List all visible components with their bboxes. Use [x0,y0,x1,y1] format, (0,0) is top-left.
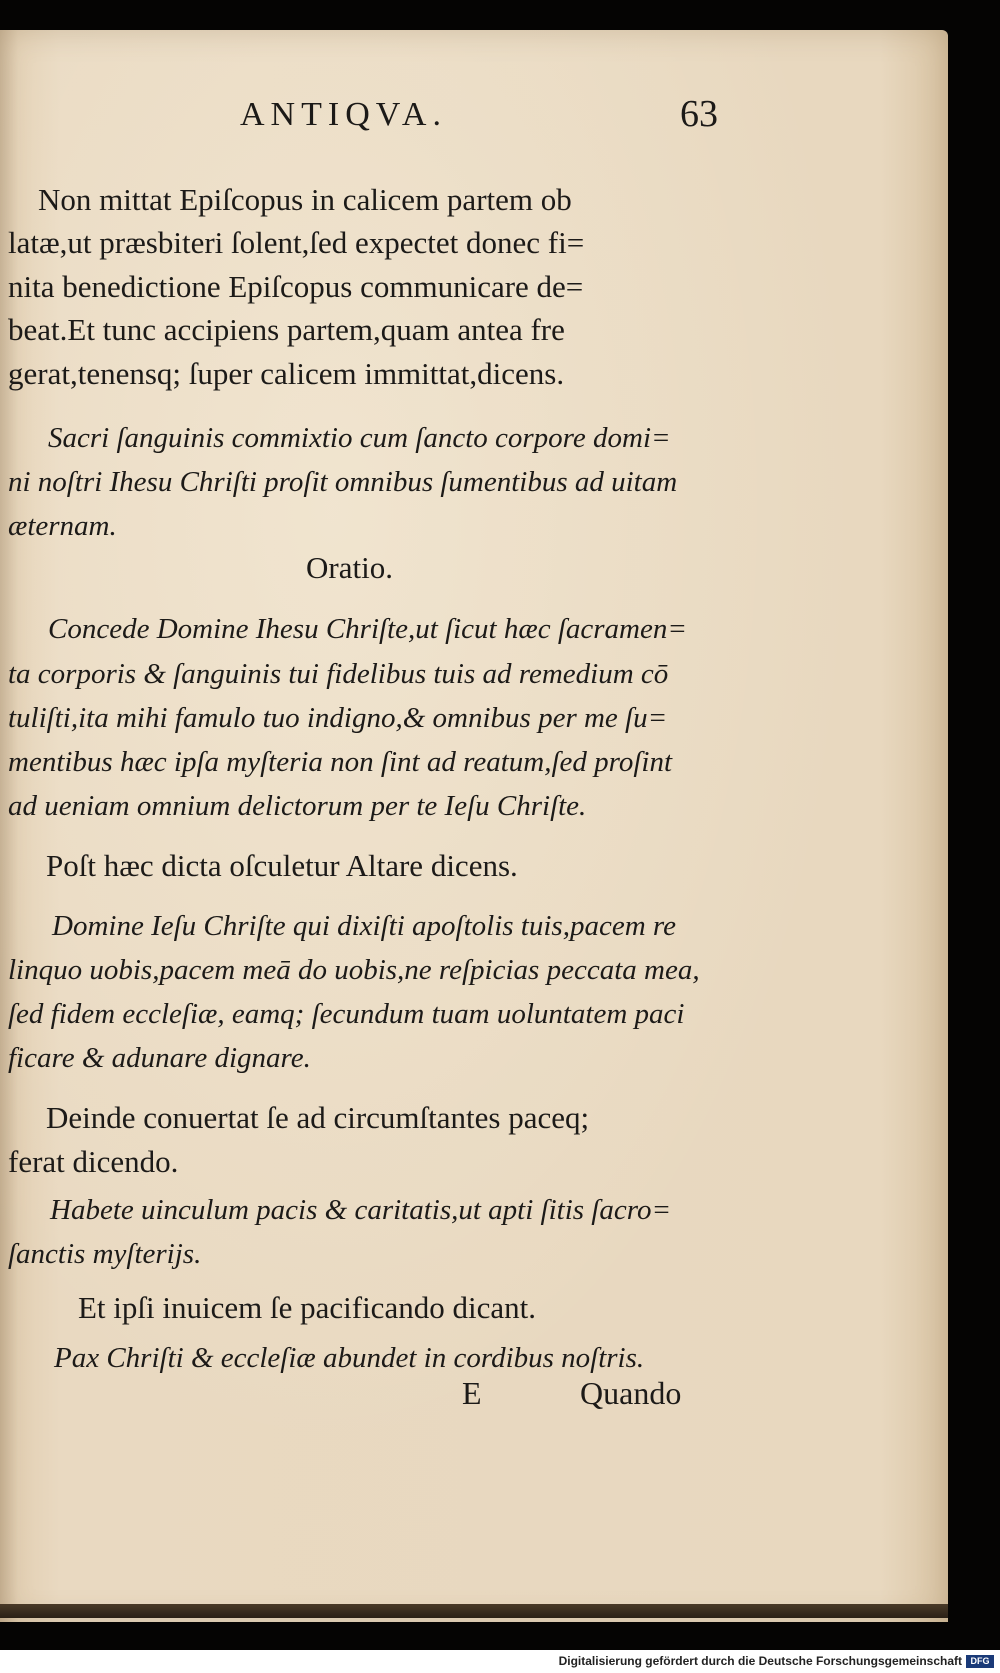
text-line: ad ueniam omnium delictorum per te Ieſu Chriſte. [8,790,587,822]
footer-credit: Digitalisierung gefördert durch die Deutsche Forschungsgemeinschaft [558,1654,962,1668]
text-line: ferat dicendo. [8,1144,179,1179]
text-line: ficare & adunare dignare. [8,1042,311,1074]
section-heading: Oratio. [306,550,393,585]
folio-number: 63 [680,93,718,135]
text-line: latæ,ut præsbiteri ſolent,ſed expectet donec fi= [8,225,585,260]
text-line: Sacri ſanguinis commixtio cum ſancto corpore domi= [48,422,671,454]
text-line: æternam. [8,510,117,542]
book-page [0,30,948,1622]
text-line: Et ipſi inuicem ſe pacificando dicant. [78,1290,536,1325]
catchword: Quando [580,1375,682,1411]
text-line: Deinde conuertat ſe ad circumſtantes paceq; [46,1100,590,1135]
text-line: Habete uinculum pacis & caritatis,ut apti ſitis ſacro= [50,1194,672,1226]
text-line: ni noſtri Ihesu Chriſti proſit omnibus ſumentibus ad uitam [8,466,678,498]
dfg-logo: DFG [966,1655,994,1668]
text-line: ſed fidem eccleſiæ, eamq; ſecundum tuam uoluntatem paci [8,998,685,1030]
text-line: Non mittat Epiſcopus in calicem partem ob [38,182,572,217]
text-line: Pax Chriſti & eccleſiæ abundet in cordibus noſtris. [54,1342,645,1374]
text-line: Domine Ieſu Chriſte qui dixiſti apoſtolis tuis,pacem re [52,910,676,942]
text-line: Poſt hæc dicta oſculetur Altare dicens. [46,848,518,883]
text-line: ta corporis & ſanguinis tui fidelibus tuis ad remedium cō [8,658,669,690]
page-bottom-edge [0,1604,948,1618]
text-line: gerat,tenensq; ſuper calicem immittat,dicens. [8,356,565,391]
footer-bar [0,1650,1000,1673]
text-line: Concede Domine Ihesu Chriſte,ut ſicut hæc ſacramen= [48,613,687,645]
text-line: mentibus hæc ipſa myſteria non ſint ad reatum,ſed proſint [8,746,672,778]
text-line: tuliſti,ita mihi famulo tuo indigno,& omnibus per me ſu= [8,702,668,734]
text-line: ſanctis myſterijs. [8,1238,202,1270]
text-line: linquo uobis,pacem meā do uobis,ne reſpicias peccata mea, [8,954,700,986]
running-head: ANTIQVA. [240,96,447,133]
signature-mark: E [462,1375,482,1411]
text-line: nita benedictione Epiſcopus communicare de= [8,269,584,304]
page-text [0,30,948,1622]
text-line: beat.Et tunc accipiens partem,quam antea fre [8,312,565,347]
